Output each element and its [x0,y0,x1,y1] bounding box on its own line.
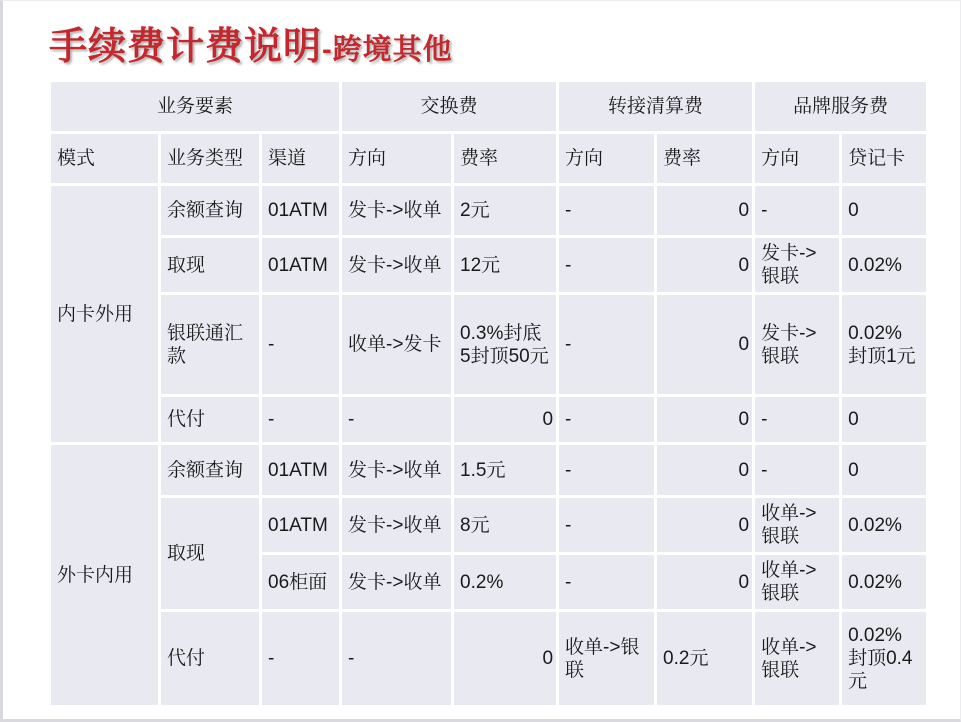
fee-table-body [50,185,928,707]
table-cell: - [558,237,656,294]
table-cell: 收单->银联 [754,497,841,554]
table-cell: 0 [656,396,754,444]
column-header-row [50,133,928,185]
table-row [50,497,928,554]
table-cell: - [261,396,341,444]
table-cell: - [558,396,656,444]
table-cell: 0 [656,294,754,396]
column-header-cell: 费率 [656,133,754,185]
table-cell: 0 [453,396,558,444]
table-cell: 01ATM [261,444,341,497]
table-cell: 发卡->收单 [341,444,453,497]
table-row [50,237,928,294]
group-header-cell: 交换费 [341,81,558,133]
table-cell: 0.02% [841,237,928,294]
table-cell: 发卡->收单 [341,554,453,611]
table-cell: - [261,294,341,396]
table-row [50,185,928,237]
group-header-cell: 业务要素 [50,81,341,133]
table-cell: 06柜面 [261,554,341,611]
table-cell: - [341,611,453,707]
column-header-cell: 方向 [754,133,841,185]
table-cell: 01ATM [261,237,341,294]
table-cell: 8元 [453,497,558,554]
table-row [50,611,928,707]
group-header-cell: 品牌服务费 [754,81,928,133]
table-cell: 0 [656,185,754,237]
table-row [50,396,928,444]
page-title-suffix: -跨境其他 [322,34,453,66]
table-cell: - [754,444,841,497]
table-cell: - [754,185,841,237]
table-cell: - [261,611,341,707]
table-cell: - [558,444,656,497]
table-cell: 0 [656,554,754,611]
column-header-cell: 业务类型 [160,133,261,185]
table-cell: - [558,554,656,611]
table-cell: 0.02%封顶0.4元 [841,611,928,707]
table-cell: 0 [656,444,754,497]
table-cell: 取现 [160,237,261,294]
fee-table-head [50,81,928,185]
table-row [50,294,928,396]
table-cell: 2元 [453,185,558,237]
table-cell: 取现 [160,497,261,611]
table-cell: 0 [841,396,928,444]
table-cell: 发卡->银联 [754,237,841,294]
table-cell: 01ATM [261,497,341,554]
table-cell: 0.2% [453,554,558,611]
table-cell: 0 [841,444,928,497]
table-cell: 0 [453,611,558,707]
table-cell: - [558,497,656,554]
table-cell: - [341,396,453,444]
table-cell: 外卡内用 [50,444,160,707]
table-cell: 发卡->银联 [754,294,841,396]
table-cell: 01ATM [261,185,341,237]
table-cell: 0 [656,497,754,554]
table-cell: - [558,185,656,237]
table-cell: 余额查询 [160,444,261,497]
page-title-main: 手续费计费说明 [49,26,323,68]
table-cell: 收单->发卡 [341,294,453,396]
table-cell: 1.5元 [453,444,558,497]
table-cell: 0.02%封顶1元 [841,294,928,396]
table-cell: 发卡->收单 [341,185,453,237]
group-header-cell: 转接清算费 [558,81,754,133]
table-cell: 0.02% [841,554,928,611]
column-header-cell: 贷记卡 [841,133,928,185]
table-cell: 代付 [160,396,261,444]
table-cell: 收单->银联 [558,611,656,707]
table-cell: 0 [841,185,928,237]
column-header-cell: 费率 [453,133,558,185]
column-header-cell: 渠道 [261,133,341,185]
table-cell: 收单->银联 [754,554,841,611]
group-header-row [50,81,928,133]
table-cell: 发卡->收单 [341,497,453,554]
column-header-cell: 方向 [341,133,453,185]
table-cell: 12元 [453,237,558,294]
table-row [50,444,928,497]
table-cell: 代付 [160,611,261,707]
table-cell: 发卡->收单 [341,237,453,294]
table-cell: - [558,294,656,396]
table-cell: 收单->银联 [754,611,841,707]
fee-table [48,79,929,708]
table-cell: 余额查询 [160,185,261,237]
column-header-cell: 方向 [558,133,656,185]
table-cell: - [754,396,841,444]
page-title [49,15,453,70]
table-cell: 0.2元 [656,611,754,707]
table-cell: 0.02% [841,497,928,554]
table-cell: 0.3%封底5封顶50元 [453,294,558,396]
table-cell: 内卡外用 [50,185,160,444]
table-cell: 0 [656,237,754,294]
table-cell: 银联通汇款 [160,294,261,396]
column-header-cell: 模式 [50,133,160,185]
